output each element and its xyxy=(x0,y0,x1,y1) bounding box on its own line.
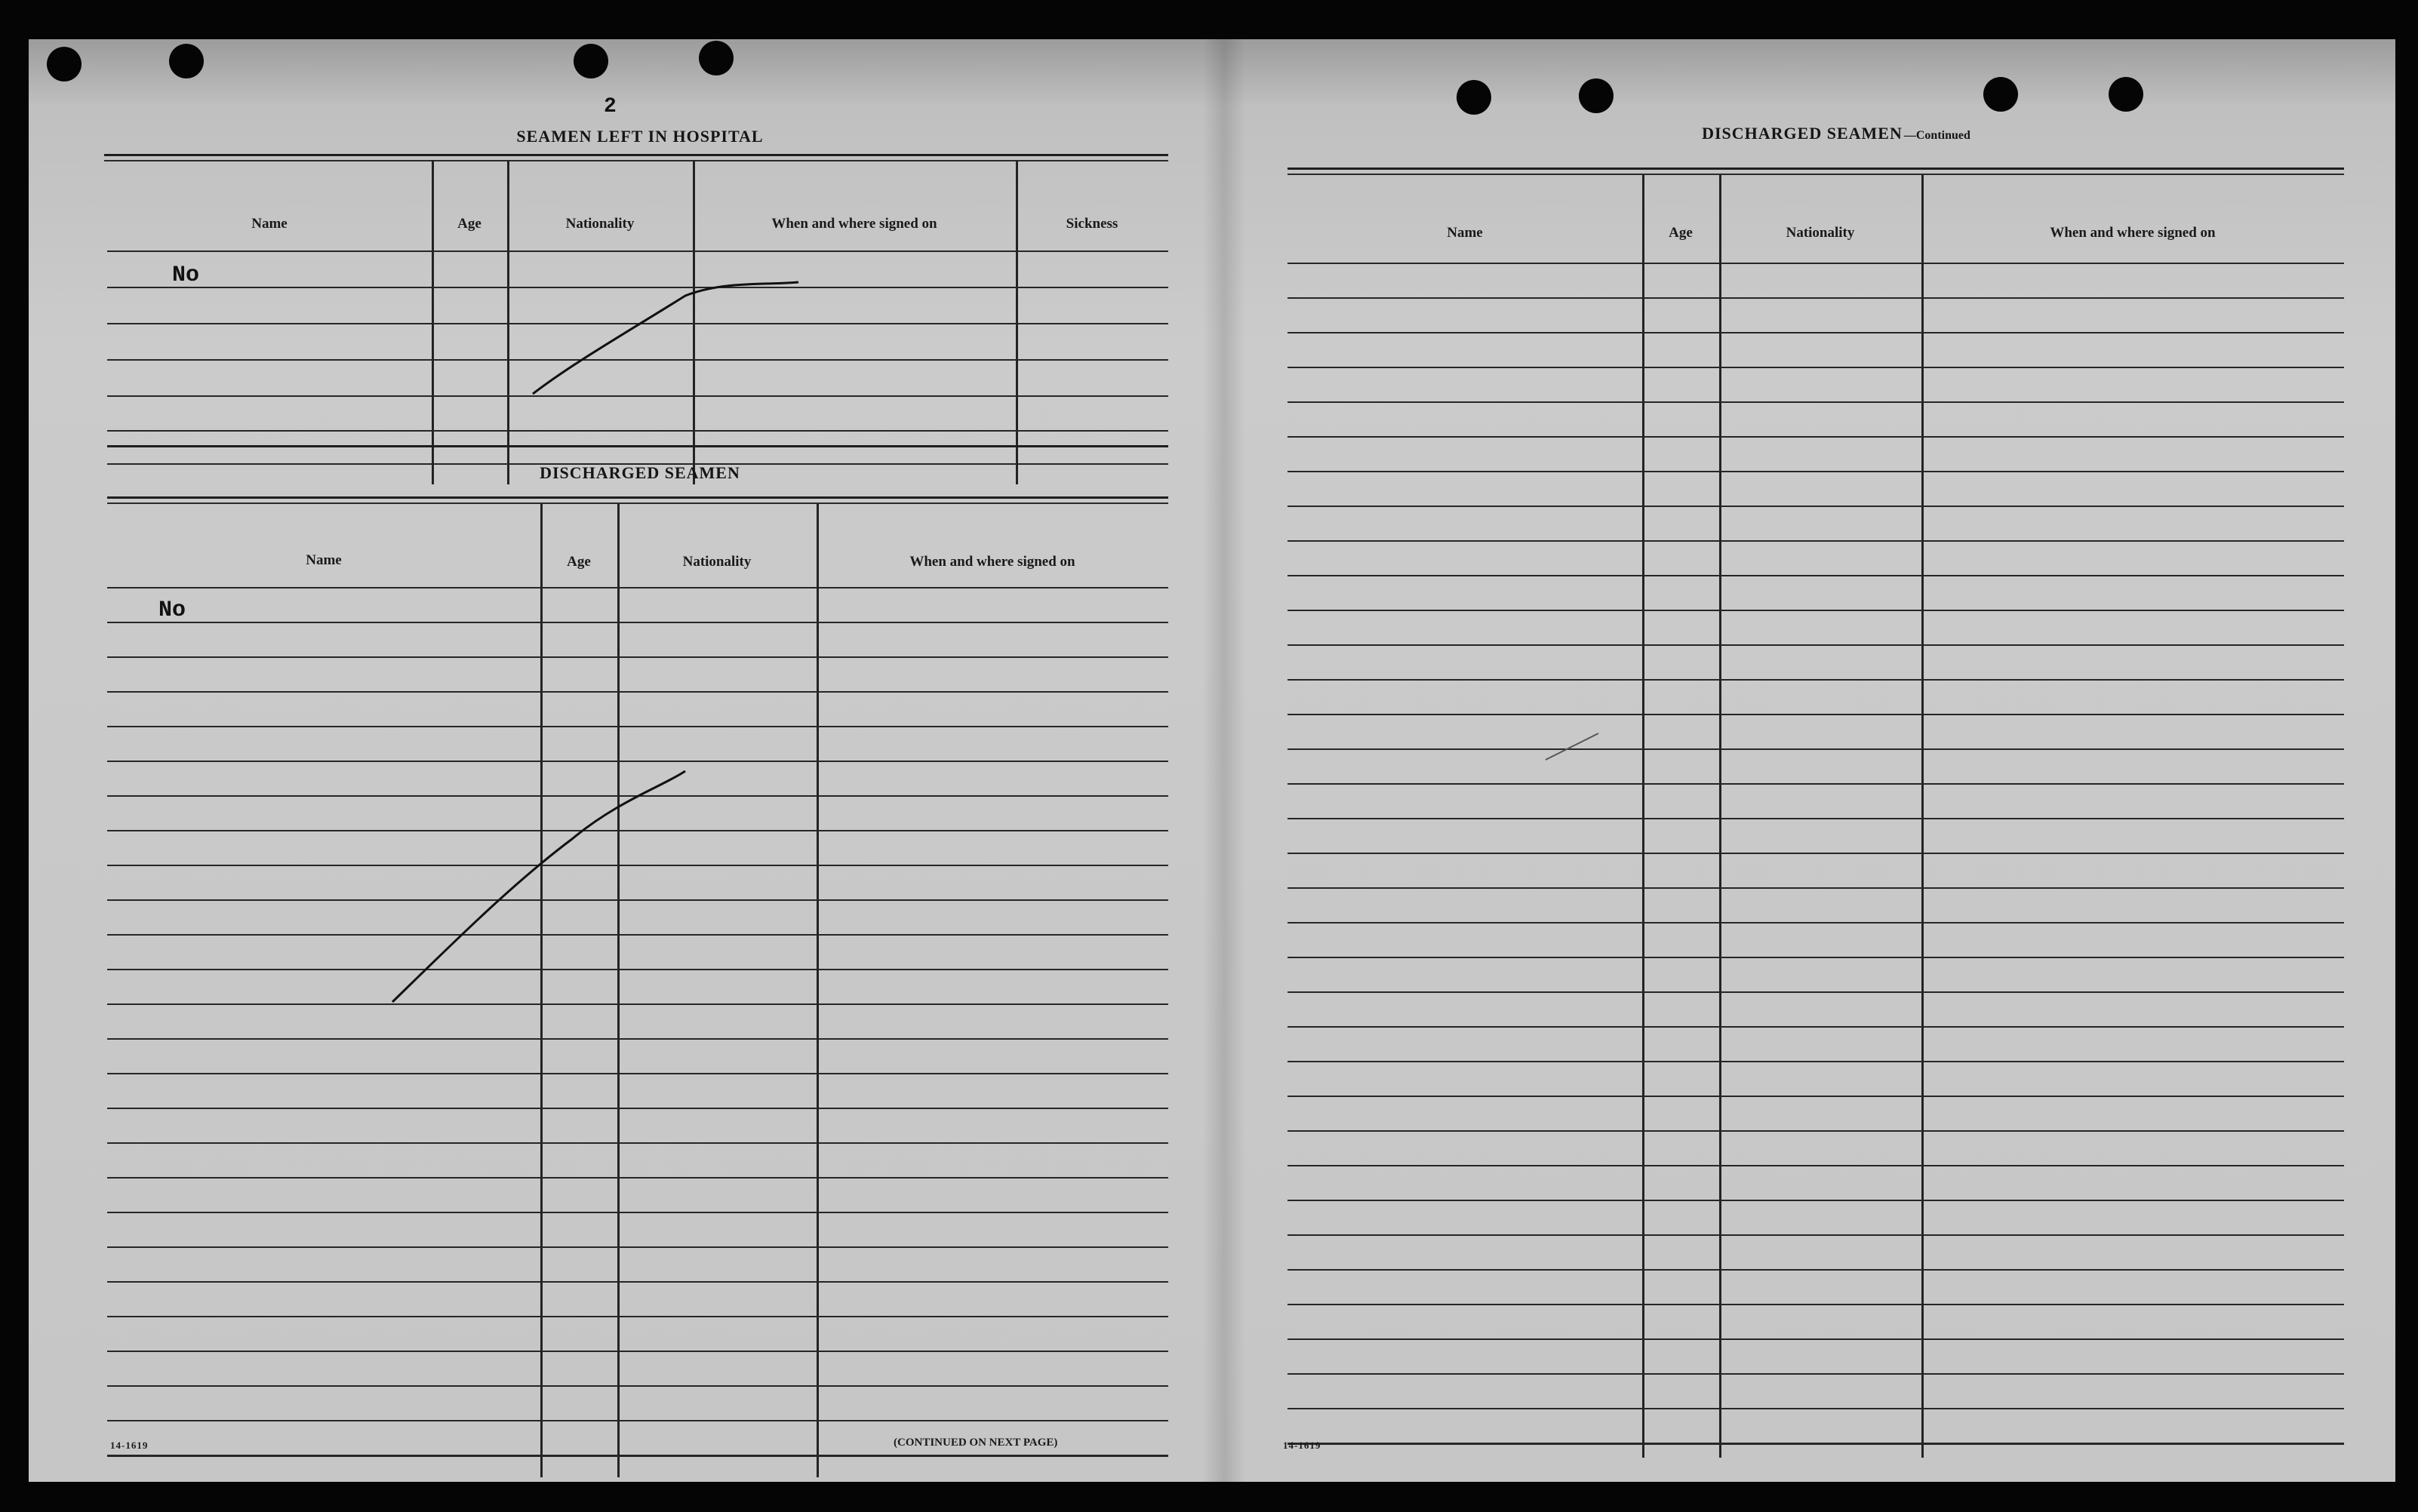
punch-hole xyxy=(1457,80,1491,115)
continued-table xyxy=(1287,175,2344,1458)
punch-hole xyxy=(169,44,204,78)
discharged-table xyxy=(107,504,1168,1477)
punch-hole xyxy=(1579,78,1614,113)
hospital-section-title: SEAMEN LEFT IN HOSPITAL xyxy=(516,127,764,146)
continued-top-rule xyxy=(1287,167,2344,170)
continued-title-suffix: —Continued xyxy=(1903,129,1970,142)
discharged-top-rule xyxy=(107,496,1168,499)
punch-hole xyxy=(1983,77,2018,112)
left-form-number: 14-1619 xyxy=(110,1440,149,1451)
continued-title-main: DISCHARGED SEAMEN xyxy=(1702,124,1903,143)
hospital-col-age: Age xyxy=(457,216,481,232)
punch-hole xyxy=(47,47,82,81)
punch-hole xyxy=(699,41,734,75)
continued-col-name: Name xyxy=(1447,225,1483,241)
discharged-col-signed-on: When and where signed on xyxy=(909,554,1075,570)
punch-hole xyxy=(2109,77,2143,112)
page-fold xyxy=(1203,39,1245,1482)
continued-col-age: Age xyxy=(1669,225,1693,241)
discharged-section-title: DISCHARGED SEAMEN xyxy=(540,463,740,482)
discharged-col-age: Age xyxy=(567,554,591,570)
hospital-entry-none: No xyxy=(172,263,200,288)
manifest-sheet xyxy=(29,39,2395,1482)
continued-col-signed-on: When and where signed on xyxy=(2050,225,2216,241)
page-number: 2 xyxy=(604,95,617,118)
discharged-col-name: Name xyxy=(306,552,342,568)
hospital-col-signed-on: When and where signed on xyxy=(771,216,937,232)
discharged-entry-none: No xyxy=(158,598,186,623)
continued-note: (CONTINUED ON NEXT PAGE) xyxy=(894,1437,1058,1449)
hospital-col-nationality: Nationality xyxy=(565,216,635,232)
punch-hole xyxy=(574,44,608,78)
hospital-table xyxy=(107,160,1168,484)
discharged-upper-rule xyxy=(107,445,1168,447)
discharged-col-nationality: Nationality xyxy=(682,554,752,570)
right-form-number: 14-1619 xyxy=(1283,1440,1321,1451)
continued-col-nationality: Nationality xyxy=(1786,225,1855,241)
hospital-top-rule xyxy=(104,154,1168,156)
hospital-col-sickness: Sickness xyxy=(1066,216,1118,232)
continued-section-title xyxy=(1304,124,2368,143)
hospital-col-name: Name xyxy=(251,216,288,232)
